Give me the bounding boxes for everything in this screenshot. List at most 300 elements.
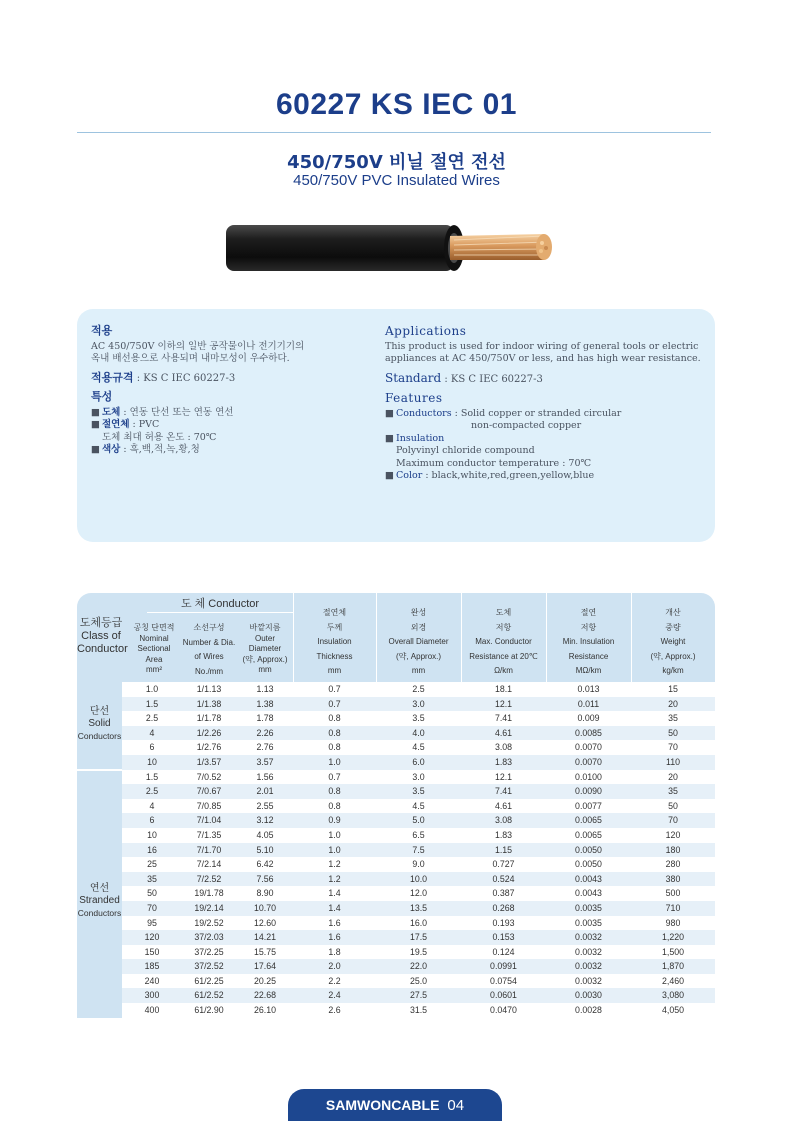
table-cell: 6.0 xyxy=(412,756,425,767)
table-cell: 7/1.04 xyxy=(196,815,222,826)
stranded-group xyxy=(77,771,122,1018)
table-cell: 1.6 xyxy=(328,932,341,943)
table-cell: 120 xyxy=(144,932,160,943)
solid-label-line: Solid xyxy=(88,718,111,729)
table-cell: 18.1 xyxy=(494,684,513,694)
ko-standard-value: : KS C IEC 60227-3 xyxy=(133,372,236,384)
ko-feature-insulation-temp: 도체 최대 허용 온도 : 70℃ xyxy=(102,431,217,443)
table-cell: 7/1.35 xyxy=(196,829,222,840)
table-cell: 2.4 xyxy=(328,990,341,1001)
header-wires-line: No./mm xyxy=(195,666,223,676)
table-cell: 20 xyxy=(668,698,678,709)
subtitle-english: 450/750V PVC Insulated Wires xyxy=(293,172,500,189)
table-cell: 2.0 xyxy=(328,961,341,972)
table-cell: 0.0077 xyxy=(575,800,602,811)
table-cell: 0.387 xyxy=(492,888,515,899)
header-weight xyxy=(631,608,715,677)
header-insres-line: 저항 xyxy=(580,622,597,632)
header-res-line: Max. Conductor xyxy=(475,637,532,646)
header-od-line: Overall Diameter xyxy=(388,637,449,646)
table-cell: 14.21 xyxy=(253,932,276,943)
en-feature-color xyxy=(385,470,705,483)
table-cell: 50 xyxy=(147,888,157,899)
table-row xyxy=(77,872,715,887)
stranded-label-line: Stranded xyxy=(79,894,120,906)
table-cell: 8.90 xyxy=(256,888,274,899)
table-cell: 0.727 xyxy=(492,859,515,870)
table-cell: 1/2.76 xyxy=(196,742,222,753)
table-cell: 0.8 xyxy=(328,713,341,724)
table-row xyxy=(77,857,715,872)
page-title: 60227 KS IEC 01 xyxy=(276,88,517,121)
table-cell: 2.2 xyxy=(328,975,341,986)
korean-column xyxy=(91,321,381,457)
table-cell: 500 xyxy=(665,888,681,899)
table-cell: 1.83 xyxy=(494,756,513,767)
table-cell: 1,220 xyxy=(661,932,684,943)
table-cell: 37/2.25 xyxy=(194,946,224,957)
table-row xyxy=(77,813,715,828)
table-cell: 3.0 xyxy=(412,771,425,782)
stranded-label-line: Conductors xyxy=(77,907,122,918)
table-row xyxy=(77,959,715,974)
solid-label-line: Conductors xyxy=(77,731,122,741)
ko-feature-insulation-label: 절연체 xyxy=(102,419,130,430)
table-cell: 1.13 xyxy=(256,684,274,694)
bullet-icon: ■ xyxy=(385,407,394,419)
table-cell: 17.5 xyxy=(409,932,428,943)
header-weight-line: 개산 xyxy=(665,608,681,617)
table-row xyxy=(77,799,715,814)
ko-standard xyxy=(91,372,381,386)
table-row xyxy=(77,988,715,1003)
table-cell: 50 xyxy=(668,800,678,811)
table-cell: 5.10 xyxy=(256,844,274,855)
subtitle-korean: 450/750V 비닐 절연 전선 xyxy=(287,152,506,173)
table-cell: 120 xyxy=(665,829,681,840)
table-cell: 0.0028 xyxy=(575,1005,602,1016)
table-cell: 25.0 xyxy=(409,975,428,986)
ko-feature-conductor-label: 도체 xyxy=(102,406,121,418)
page-number: 04 xyxy=(447,1097,465,1114)
table-cell: 150 xyxy=(144,946,160,957)
table-cell: 16 xyxy=(147,844,157,855)
header-insres-line: MΩ/km xyxy=(575,666,602,675)
table-cell: 180 xyxy=(665,844,681,855)
header-ins-line: Insulation xyxy=(317,637,352,646)
table-cell: 0.011 xyxy=(577,698,600,709)
header-wires xyxy=(179,623,239,677)
en-feature-conductors-line-2: non-compacted copper xyxy=(471,420,582,431)
table-cell: 12.1 xyxy=(494,698,513,709)
en-feature-insulation-temp: Maximum conductor temperature : 70℃ xyxy=(396,457,592,469)
table-cell: 61/2.25 xyxy=(194,975,224,986)
table-cell: 185 xyxy=(144,961,160,972)
en-applications-line-1: This product is used for indoor wiring of general tools or electric xyxy=(385,340,699,352)
en-standard-value: : KS C IEC 60227-3 xyxy=(441,373,543,385)
header-class-line: Conductor xyxy=(77,643,128,655)
table-cell: 61/2.52 xyxy=(194,990,224,1001)
table-cell: 300 xyxy=(144,990,160,1001)
table-cell: 0.0065 xyxy=(575,815,602,826)
table-cell: 3.08 xyxy=(494,742,513,753)
table-cell: 4,050 xyxy=(661,1005,684,1016)
table-cell: 0.0030 xyxy=(575,990,602,1001)
table-cell: 1.0 xyxy=(328,829,341,840)
header-area-line: Area xyxy=(145,654,163,664)
table-cell: 1.56 xyxy=(256,771,274,782)
table-cell: 280 xyxy=(665,859,681,870)
header-weight-line: kg/km xyxy=(662,666,684,675)
table-cell: 1,500 xyxy=(661,946,684,957)
table-cell: 17.64 xyxy=(253,961,276,972)
table-cell: 0.0050 xyxy=(575,859,602,870)
table-cell: 0.0043 xyxy=(575,873,602,884)
header-class-line: 도체등급 xyxy=(79,617,123,629)
table-cell: 10.0 xyxy=(409,873,428,884)
table-cell: 2.5 xyxy=(412,684,425,694)
en-feature-conductors-label: Conductors xyxy=(396,407,452,419)
header-class-line: Class of xyxy=(81,630,121,642)
table-row xyxy=(77,711,715,726)
table-cell: 0.124 xyxy=(492,946,515,957)
table-cell: 4.0 xyxy=(412,727,425,738)
table-cell: 70 xyxy=(147,902,157,913)
table-cell: 1/1.78 xyxy=(196,713,222,724)
table-cell: 3.5 xyxy=(412,786,425,797)
table-cell: 710 xyxy=(665,902,681,913)
table-cell: 6.5 xyxy=(412,829,425,840)
bullet-icon: ■ xyxy=(385,432,394,444)
header-weight-line: (약, Approx.) xyxy=(650,651,696,661)
table-cell: 0.7 xyxy=(328,684,341,694)
table-cell: 15.75 xyxy=(253,946,276,957)
header-res-line: 도체 xyxy=(495,608,512,617)
header-res-line: Resistance at 20℃ xyxy=(469,651,538,661)
table-cell: 7/2.52 xyxy=(196,873,222,884)
table-cell: 7.56 xyxy=(256,873,274,884)
footer-brand: SAMWONCABLE xyxy=(325,1097,440,1113)
table-cell: 6.42 xyxy=(256,859,274,870)
ko-feature-conductor-value: : 연동 단선 또는 연동 연선 xyxy=(120,406,234,418)
table-cell: 1.5 xyxy=(145,771,159,782)
table-cell: 4.61 xyxy=(494,727,513,738)
table-cell: 1.2 xyxy=(328,859,341,870)
table-cell: 0.0601 xyxy=(490,990,517,1001)
header-outer-line: Diameter xyxy=(248,644,282,653)
en-feature-insulation-label: Insulation xyxy=(396,432,445,444)
header-resistance xyxy=(461,608,546,677)
table-cell: 27.5 xyxy=(409,990,428,1001)
table-cell: 0.8 xyxy=(328,800,341,811)
table-cell: 0.153 xyxy=(492,932,515,943)
header-insres-line: 절연 xyxy=(580,608,597,617)
header-conductor: 도 체 Conductor xyxy=(180,598,260,610)
table-cell: 0.7 xyxy=(328,698,341,709)
table-cell: 3.0 xyxy=(412,698,425,709)
table-cell: 2.55 xyxy=(256,800,274,811)
header-area-line: Nominal xyxy=(139,633,169,643)
table-cell: 12.0 xyxy=(409,888,428,899)
cable-image xyxy=(222,222,562,274)
header-outer-line: (약, Approx.) xyxy=(242,654,288,664)
table-cell: 3,080 xyxy=(661,990,684,1001)
table-cell: 50 xyxy=(668,727,678,738)
table-cell: 1.0 xyxy=(145,684,159,694)
table-cell: 0.0090 xyxy=(575,786,602,797)
table-cell: 240 xyxy=(144,975,160,986)
table-cell: 1/2.26 xyxy=(196,727,222,738)
header-class xyxy=(77,617,128,656)
table-cell: 0.0470 xyxy=(490,1005,517,1016)
ko-feature-conductor xyxy=(91,407,381,420)
table-cell: 7/0.85 xyxy=(196,800,222,811)
table-cell: 3.12 xyxy=(256,815,274,826)
header-outer xyxy=(237,623,293,676)
en-feature-color-value: : black,white,red,green,yellow,blue xyxy=(422,470,595,481)
table-cell: 380 xyxy=(665,873,681,884)
table-cell: 26.10 xyxy=(253,1005,276,1016)
table-cell: 7/0.52 xyxy=(196,771,222,782)
table-cell: 6 xyxy=(149,742,155,753)
table-cell: 70 xyxy=(668,815,678,826)
bullet-icon: ■ xyxy=(91,406,100,418)
table-cell: 400 xyxy=(144,1005,160,1016)
table-cell: 4.5 xyxy=(412,800,425,811)
table-cell: 1.6 xyxy=(328,917,341,928)
header-ins-line: 두께 xyxy=(326,622,343,632)
table-cell: 37/2.52 xyxy=(194,961,224,972)
table-cell: 0.8 xyxy=(328,727,341,738)
table-cell: 10.70 xyxy=(253,902,276,913)
table-cell: 37/2.03 xyxy=(194,932,224,943)
table-cell: 0.0032 xyxy=(575,961,602,972)
table-cell: 19/2.52 xyxy=(194,917,224,928)
table-cell: 4 xyxy=(149,727,155,738)
header-divider xyxy=(147,612,293,613)
header-area-line: Sectional xyxy=(137,644,171,653)
table-cell: 20 xyxy=(668,771,678,782)
table-cell: 1.38 xyxy=(256,698,274,709)
table-cell: 31.5 xyxy=(409,1005,428,1016)
table-row xyxy=(77,945,715,960)
header-wires-line: Number & Dia. xyxy=(182,637,236,647)
table-cell: 0.193 xyxy=(492,917,515,928)
table-cell: 1/1.13 xyxy=(196,684,222,694)
table-cell: 0.8 xyxy=(328,786,341,797)
header-od-line: mm xyxy=(411,666,426,675)
table-cell: 22.0 xyxy=(409,961,428,972)
header-area-line: 공칭 단면적 xyxy=(133,623,175,632)
header-wires-line: 소선구성 xyxy=(193,623,225,632)
table-cell: 5.0 xyxy=(412,815,425,826)
header-insres-line: Resistance xyxy=(568,651,609,661)
table-cell: 10 xyxy=(147,756,157,767)
header-wires-line: of Wires xyxy=(194,652,224,661)
table-cell: 20.25 xyxy=(253,975,276,986)
table-cell: 980 xyxy=(665,917,681,928)
table-cell: 0.9 xyxy=(328,815,341,826)
ko-features-heading: 특성 xyxy=(91,390,113,403)
header-od-line: 완성 xyxy=(410,608,427,617)
table-cell: 7.41 xyxy=(494,713,513,724)
table-header xyxy=(77,593,715,682)
solid-label-line: 단선 xyxy=(89,706,110,717)
table-cell: 1.4 xyxy=(328,902,341,913)
table-row xyxy=(77,901,715,916)
ko-feature-insulation xyxy=(91,419,381,432)
table-cell: 2.76 xyxy=(256,742,274,753)
table-cell: 4.61 xyxy=(494,800,513,811)
header-overall-diameter xyxy=(376,608,461,677)
table-cell: 10 xyxy=(147,829,157,840)
table-cell: 13.5 xyxy=(409,902,428,913)
table-cell: 35 xyxy=(668,786,678,797)
table-cell: 0.0754 xyxy=(490,975,517,986)
table-cell: 0.0991 xyxy=(490,961,517,972)
table-cell: 95 xyxy=(147,917,157,928)
table-cell: 4 xyxy=(149,800,155,811)
header-insulation-resistance xyxy=(546,608,631,677)
table-row xyxy=(77,726,715,741)
table-cell: 2.6 xyxy=(328,1005,341,1016)
table-row xyxy=(77,784,715,799)
english-column xyxy=(385,321,705,483)
bullet-icon: ■ xyxy=(91,419,100,430)
table-cell: 2.01 xyxy=(256,786,274,797)
header-weight-line: Weight xyxy=(660,637,686,646)
header-od-line: 외경 xyxy=(410,622,427,632)
bullet-icon: ■ xyxy=(385,470,394,481)
ko-standard-label: 적용규격 xyxy=(91,370,134,384)
table-cell: 16.0 xyxy=(409,917,428,928)
table-cell: 1.2 xyxy=(328,873,341,884)
stranded-label xyxy=(77,883,122,919)
en-standard-label: Standard xyxy=(385,370,442,385)
table-cell: 4.05 xyxy=(256,829,274,840)
header-ins-line: Thickness xyxy=(316,651,353,661)
en-applications-line-2: appliances at AC 450/750V or less, and has high wear resistance. xyxy=(385,353,701,364)
ko-applications-heading: 적용 xyxy=(91,324,113,337)
specification-table xyxy=(77,593,715,1018)
table-cell: 25 xyxy=(147,859,157,870)
header-outer-line: mm xyxy=(258,665,272,674)
ko-applications-line-2: 옥내 배선용으로 사용되며 내마모성이 우수하다. xyxy=(91,353,290,364)
table-cell: 0.0070 xyxy=(575,742,602,753)
solid-group xyxy=(77,682,122,770)
table-cell: 12.1 xyxy=(494,771,513,782)
table-cell: 1/1.38 xyxy=(196,698,222,709)
table-row xyxy=(77,916,715,931)
ko-feature-insulation-value: : PVC xyxy=(129,419,160,430)
table-cell: 1.15 xyxy=(494,844,513,855)
table-cell: 4.5 xyxy=(412,742,425,753)
table-cell: 3.08 xyxy=(494,815,513,826)
header-insres-line: Min. Insulation xyxy=(562,637,615,646)
table-cell: 1.0 xyxy=(328,844,341,855)
table-cell: 0.0032 xyxy=(575,932,602,943)
header-insulation xyxy=(293,608,376,677)
table-cell: 0.524 xyxy=(492,873,515,884)
table-cell: 19/2.14 xyxy=(194,902,224,913)
table-cell: 35 xyxy=(668,713,678,724)
table-cell: 7/0.67 xyxy=(196,786,222,797)
ko-feature-color xyxy=(91,444,381,457)
table-cell: 1.78 xyxy=(256,713,274,724)
table-row xyxy=(77,843,715,858)
table-cell: 7.41 xyxy=(494,786,513,797)
table-row xyxy=(77,697,715,712)
header-outer-line: Outer xyxy=(254,633,275,643)
table-cell: 0.0032 xyxy=(575,946,602,957)
table-cell: 0.0050 xyxy=(575,844,602,855)
bullet-icon: ■ xyxy=(91,444,100,455)
en-feature-insulation xyxy=(385,433,705,446)
header-ins-line: mm xyxy=(327,666,342,675)
solid-label xyxy=(77,706,122,742)
header-outer-line: 바깥지름 xyxy=(249,623,281,632)
stranded-label-line: 연선 xyxy=(89,882,110,894)
header-area xyxy=(127,623,181,676)
table-cell: 3.57 xyxy=(256,756,274,767)
table-cell: 7.5 xyxy=(412,844,425,855)
en-features-heading: Features xyxy=(385,391,443,405)
table-cell: 1.0 xyxy=(328,756,341,767)
table-cell: 15 xyxy=(668,684,678,694)
table-cell: 0.0043 xyxy=(575,888,602,899)
table-cell: 1.4 xyxy=(328,888,341,899)
table-cell: 70 xyxy=(668,742,678,753)
header-weight-line: 중량 xyxy=(665,622,681,632)
table-body xyxy=(77,682,715,1018)
table-cell: 1.5 xyxy=(145,698,159,709)
ko-applications-line-1: AC 450/750V 이하의 일반 공작물이나 전기기기의 xyxy=(91,340,305,352)
header-res-line: Ω/km xyxy=(494,666,513,675)
table-cell: 9.0 xyxy=(412,859,425,870)
table-row xyxy=(77,930,715,945)
ko-feature-color-label: 색상 xyxy=(102,444,121,455)
table-cell: 7/2.14 xyxy=(196,859,222,870)
table-cell: 1,870 xyxy=(661,961,684,972)
en-standard xyxy=(385,372,705,387)
table-cell: 0.013 xyxy=(577,684,600,694)
header-area-line: mm² xyxy=(146,665,162,674)
table-cell: 3.5 xyxy=(412,713,425,724)
table-row xyxy=(77,1003,715,1018)
en-feature-conductors-value: : Solid copper or stranded circular xyxy=(451,407,622,419)
table-cell: 0.0085 xyxy=(575,727,602,738)
table-row xyxy=(77,828,715,843)
table-cell: 2.5 xyxy=(145,786,159,797)
table-cell: 1.8 xyxy=(328,946,341,957)
table-cell: 0.0100 xyxy=(575,771,602,782)
table-cell: 12.60 xyxy=(253,917,276,928)
header-ins-line: 절연체 xyxy=(322,608,347,617)
en-feature-insulation-compound: Polyvinyl chloride compound xyxy=(396,445,535,456)
table-cell: 0.0070 xyxy=(575,756,602,767)
table-cell: 1/3.57 xyxy=(196,756,222,767)
table-cell: 0.7 xyxy=(328,771,341,782)
table-row xyxy=(77,886,715,901)
table-cell: 0.0065 xyxy=(575,829,602,840)
specification-panel xyxy=(77,309,715,542)
table-row xyxy=(77,740,715,755)
table-cell: 22.68 xyxy=(253,990,276,1001)
table-cell: 0.0035 xyxy=(575,917,602,928)
header-od-line: (약, Approx.) xyxy=(395,651,442,661)
table-row xyxy=(77,755,715,770)
table-cell: 19/1.78 xyxy=(194,888,224,899)
